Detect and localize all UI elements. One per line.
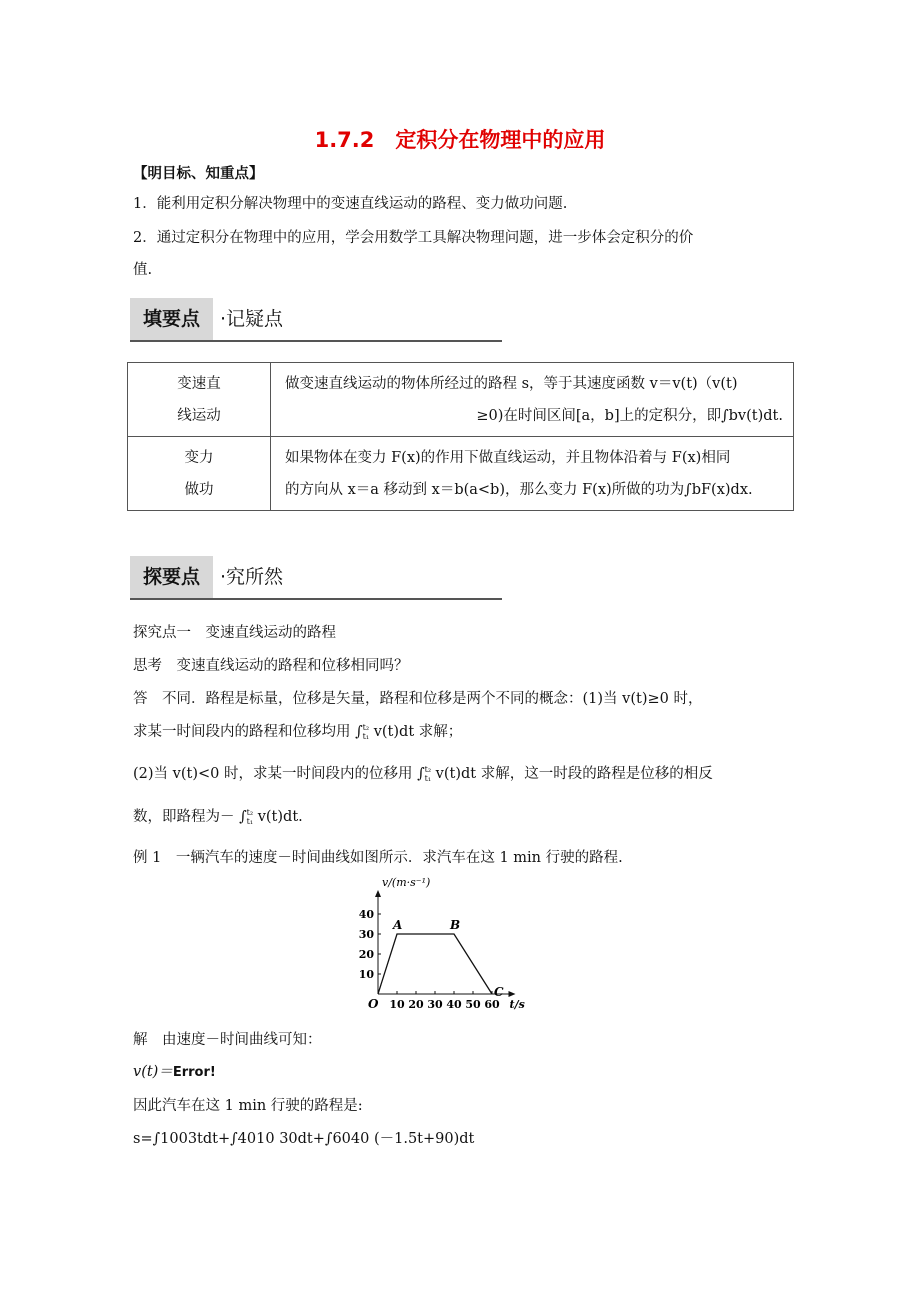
y-tick-label: 20 (358, 948, 374, 961)
banner-tag: 探要点 (130, 556, 213, 598)
row-header-line: 变速直 (177, 375, 221, 392)
text-span: (2)当 v(t)<0 时，求某一时间段内的位移用 (133, 766, 413, 782)
velocity-time-chart (355, 868, 585, 1018)
solution-velocity (133, 1060, 216, 1081)
row-header-line: 做功 (184, 481, 214, 498)
error-text: Error! (172, 1065, 216, 1080)
x-tick-label: 30 (427, 998, 443, 1011)
goal-item-2a: 2．通过定积分在物理中的应用，学会用数学工具解决物理问题，进一步体会定积分的价 (133, 230, 694, 246)
goal-item-1: 1．能利用定积分解决物理中的变速直线运动的路程、变力做功问题. (133, 196, 568, 212)
row-content-line: ≥0)在时间区间[a，b]上的定积分，即∫bv(t)dt. (476, 407, 783, 424)
integral-sign-icon: ∫ (239, 809, 247, 825)
point-label: B (450, 918, 461, 932)
solution-heading: 解 由速度－时间曲线可知： (133, 1032, 322, 1048)
integral-limits: t₂ t₁ (362, 723, 370, 741)
banner-subtitle: ·究所然 (220, 566, 284, 588)
x-axis-arrow-icon (509, 991, 516, 997)
text-span: v(t)dt 求解，这一时段的路程是位移的相反 (435, 766, 713, 782)
banner-subtitle: ·记疑点 (220, 308, 284, 330)
text-span: 数，即路程为－ (133, 809, 235, 825)
y-tick-label: 10 (358, 968, 374, 981)
integral-sign-icon: ∫ (355, 724, 363, 740)
y-tick-label: 30 (358, 928, 374, 941)
x-tick-label: 50 (465, 998, 481, 1011)
x-tick-label: 20 (408, 998, 424, 1011)
table-row (128, 437, 794, 511)
text-span: v(t)＝ (133, 1064, 173, 1080)
series-line (378, 934, 492, 994)
x-tick-label: 60 (484, 998, 500, 1011)
x-tick-label: 10 (389, 998, 405, 1011)
table-row (128, 363, 794, 437)
explore-point-heading: 探究点一 变速直线运动的路程 (133, 625, 336, 641)
integral-limits: t₂ t₁ (246, 808, 254, 826)
answer-line-2 (133, 720, 462, 741)
solution-formula: s=∫1003tdt+∫4010 30dt+∫6040 (－1.5t+90)dt (133, 1131, 475, 1147)
point-label: A (393, 918, 403, 932)
row-content-line: 做变速直线运动的物体所经过的路程 s，等于其速度函数 v＝v(t)（v(t) (285, 375, 738, 392)
chart-ticks (359, 908, 500, 1011)
page-title: 1.7.2 定积分在物理中的应用 (314, 128, 606, 152)
section-banner-explore (130, 556, 502, 600)
answer-line-3 (133, 762, 713, 783)
row-content-line: 的方向从 x＝a 移动到 x＝b(a<b)，那么变力 F(x)所做的功为∫bF(x)dx. (285, 481, 753, 498)
x-tick-label: 40 (446, 998, 462, 1011)
text-span: v(t)dt. (257, 809, 303, 825)
integral-limits: t₂ t₁ (424, 765, 432, 783)
text-span: 求某一时间段内的路程和位移均用 (133, 724, 351, 740)
goals-heading: 【明目标、知重点】 (133, 165, 264, 182)
row-header-line: 线运动 (177, 407, 221, 424)
example-1: 例 1 一辆汽车的速度－时间曲线如图所示．求汽车在这 1 min 行驶的路程. (133, 850, 623, 866)
section-banner-fill (130, 298, 502, 342)
answer-line-4 (133, 805, 303, 826)
summary-table (127, 362, 794, 511)
answer-line-1: 答 不同．路程是标量，位移是矢量，路程和位移是两个不同的概念：(1)当 v(t)≥0 时， (133, 691, 703, 707)
point-label: O (368, 997, 379, 1011)
banner-tag: 填要点 (130, 298, 213, 340)
think-question: 思考 变速直线运动的路程和位移相同吗？ (133, 658, 409, 674)
solution-line: 因此汽车在这 1 min 行驶的路程是: (133, 1098, 363, 1114)
integral-sign-icon: ∫ (417, 766, 425, 782)
y-axis-arrow-icon (375, 890, 381, 897)
point-label: C (494, 985, 504, 999)
text-span: v(t)dt 求解； (373, 724, 463, 740)
chart-axes (375, 890, 516, 997)
x-axis-label: t/s (509, 998, 525, 1011)
y-axis-label: v/(m·s⁻¹) (382, 876, 431, 889)
goal-item-2b: 值. (133, 262, 153, 278)
row-content-line: 如果物体在变力 F(x)的作用下做直线运动，并且物体沿着与 F(x)相同 (285, 449, 731, 466)
y-tick-label: 40 (358, 908, 374, 921)
row-header-line: 变力 (184, 449, 214, 466)
